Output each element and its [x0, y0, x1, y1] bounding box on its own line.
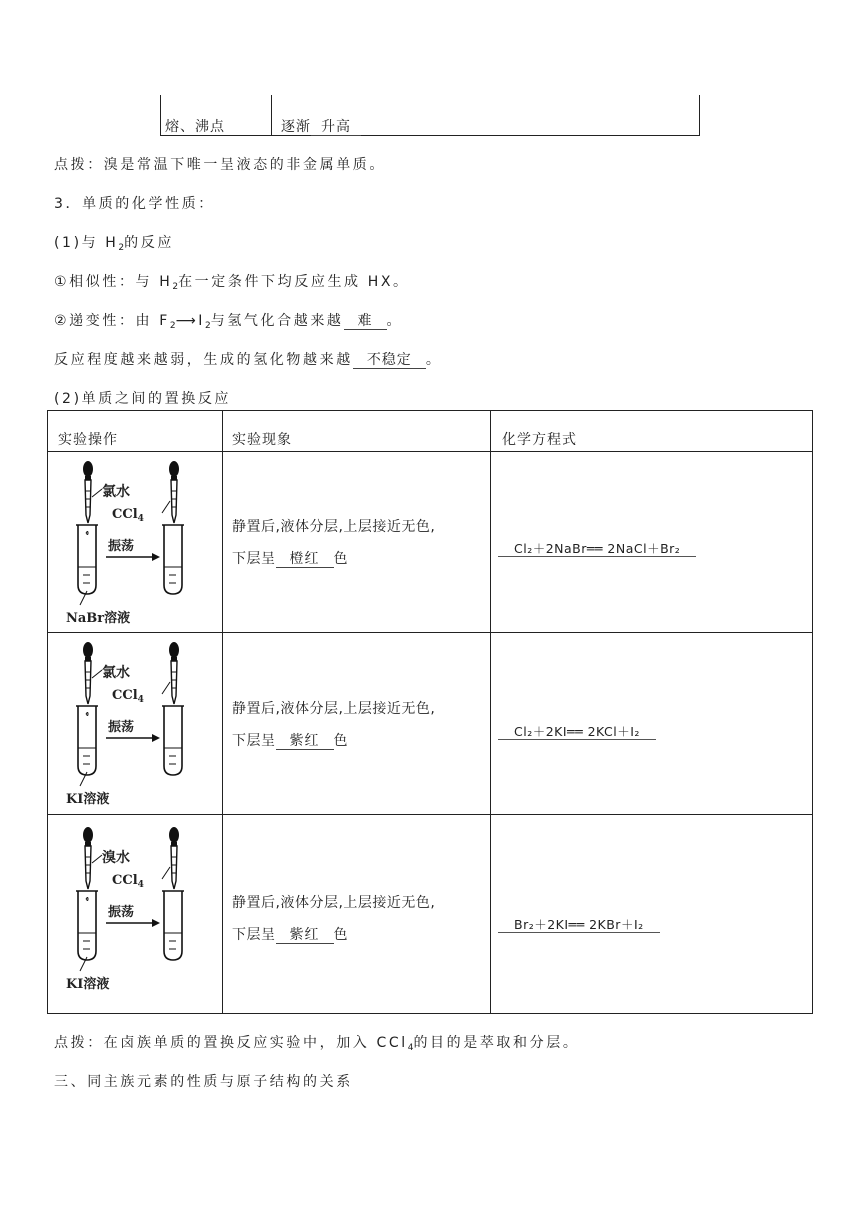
grad-subscript-f: 2 — [169, 321, 176, 331]
action-label: 振荡 — [108, 539, 135, 554]
observation-line-2: 下层呈 橙红 色 — [232, 551, 348, 567]
solvent-label: CCl$_4$ — [112, 507, 144, 524]
property-table-fragment — [160, 95, 700, 136]
grad-b: I — [198, 313, 205, 329]
header-phenomenon: 实验现象 — [232, 432, 292, 448]
property-value — [281, 116, 361, 136]
apparatus-figure — [66, 823, 206, 993]
reagent-label: 氯水 — [102, 484, 130, 500]
property-label: 熔、沸点 — [165, 119, 225, 135]
col-divider-2 — [490, 411, 491, 1013]
solution-label: NaBr溶液 — [66, 611, 131, 626]
subsection-2-title: (2)单质之间的置换反应 — [54, 391, 232, 407]
solution-label: KI溶液 — [66, 792, 110, 807]
solvent-label: CCl$_4$ — [112, 688, 144, 705]
apparatus-figure — [66, 638, 206, 808]
react-end: 。 — [425, 352, 443, 368]
sub1-tail: 的反应 — [124, 235, 174, 251]
row-divider-2 — [48, 814, 812, 815]
action-label: 振荡 — [108, 720, 135, 735]
row-divider-1 — [48, 632, 812, 633]
sub1-text: (1)与 H — [54, 235, 119, 251]
sim-subscript: 2 — [172, 282, 179, 292]
observation-line-1: 静置后,液体分层,上层接近无色, — [232, 519, 436, 535]
grad-c: 与氢气化合越来越 — [210, 313, 344, 329]
note-ccl4 — [54, 1034, 579, 1057]
grad-subscript-i: 2 — [205, 321, 211, 331]
test-tube-diagram — [66, 457, 206, 627]
observation-line-1: 静置后,液体分层,上层接近无色, — [232, 895, 436, 911]
note2-b: 的目的是萃取和分层。 — [413, 1035, 580, 1051]
observation-cell — [232, 511, 487, 575]
note2-a: 点拨：在卤族单质的置换反应实验中，加入 CCl — [54, 1035, 408, 1051]
equation-cell — [498, 541, 696, 557]
header-divider — [48, 451, 812, 452]
grad-arrow: ⟶ — [175, 313, 199, 329]
grad-answer: 难 — [344, 313, 387, 330]
section-three-title: 三、同主族元素的性质与原子结构的关系 — [54, 1074, 353, 1090]
similarity-line — [54, 273, 410, 296]
header-operation: 实验操作 — [58, 432, 118, 448]
observation-color: 紫红 — [276, 733, 334, 750]
action-label: 振荡 — [108, 905, 135, 920]
equation-text: Br₂＋2KI══ 2KBr＋I₂ — [498, 917, 660, 933]
sub1-subscript: 2 — [118, 243, 125, 253]
test-tube-diagram — [66, 638, 206, 808]
observation-color: 紫红 — [276, 927, 334, 944]
react-answer: 不稳定 — [353, 352, 426, 369]
reagent-label: 溴水 — [102, 850, 130, 866]
observation-line-2: 下层呈 紫红 色 — [232, 733, 348, 749]
equation-text: Cl₂＋2KI══ 2KCl＋I₂ — [498, 724, 656, 740]
observation-color: 橙红 — [276, 551, 334, 568]
observation-cell — [232, 887, 487, 951]
gradient-line — [54, 312, 403, 335]
sim-a: ①相似性：与 H — [54, 274, 173, 290]
reaction-line — [54, 351, 442, 369]
equation-cell — [498, 917, 660, 933]
solvent-label: CCl$_4$ — [112, 873, 144, 890]
subsection-1-title — [54, 234, 174, 257]
col-divider-1 — [222, 411, 223, 1013]
react-a: 反应程度越来越弱，生成的氢化物越来越 — [54, 352, 353, 368]
displacement-table — [47, 410, 813, 1014]
note2-subscript: 4 — [407, 1043, 414, 1053]
equation-text: Cl₂＋2NaBr══ 2NaCl＋Br₂ — [498, 541, 696, 557]
test-tube-diagram — [66, 823, 206, 993]
table-divider — [271, 95, 272, 135]
reagent-label: 氯水 — [102, 665, 130, 681]
grad-a: ②递变性：由 F — [54, 313, 170, 329]
property-answer: 升高 — [311, 119, 361, 136]
observation-cell — [232, 693, 487, 757]
apparatus-figure — [66, 457, 206, 627]
sim-b: 在一定条件下均反应生成 HX。 — [178, 274, 410, 290]
solution-label: KI溶液 — [66, 977, 110, 992]
equation-cell — [498, 724, 656, 740]
grad-end: 。 — [386, 313, 404, 329]
observation-line-1: 静置后,液体分层,上层接近无色, — [232, 701, 436, 717]
header-equation: 化学方程式 — [502, 432, 577, 448]
note-bromine: 点拨：溴是常温下唯一呈液态的非金属单质。 — [54, 157, 386, 173]
section-3-title: 3．单质的化学性质： — [54, 196, 215, 212]
property-prefix: 逐渐 — [281, 119, 311, 135]
observation-line-2: 下层呈 紫红 色 — [232, 927, 348, 943]
